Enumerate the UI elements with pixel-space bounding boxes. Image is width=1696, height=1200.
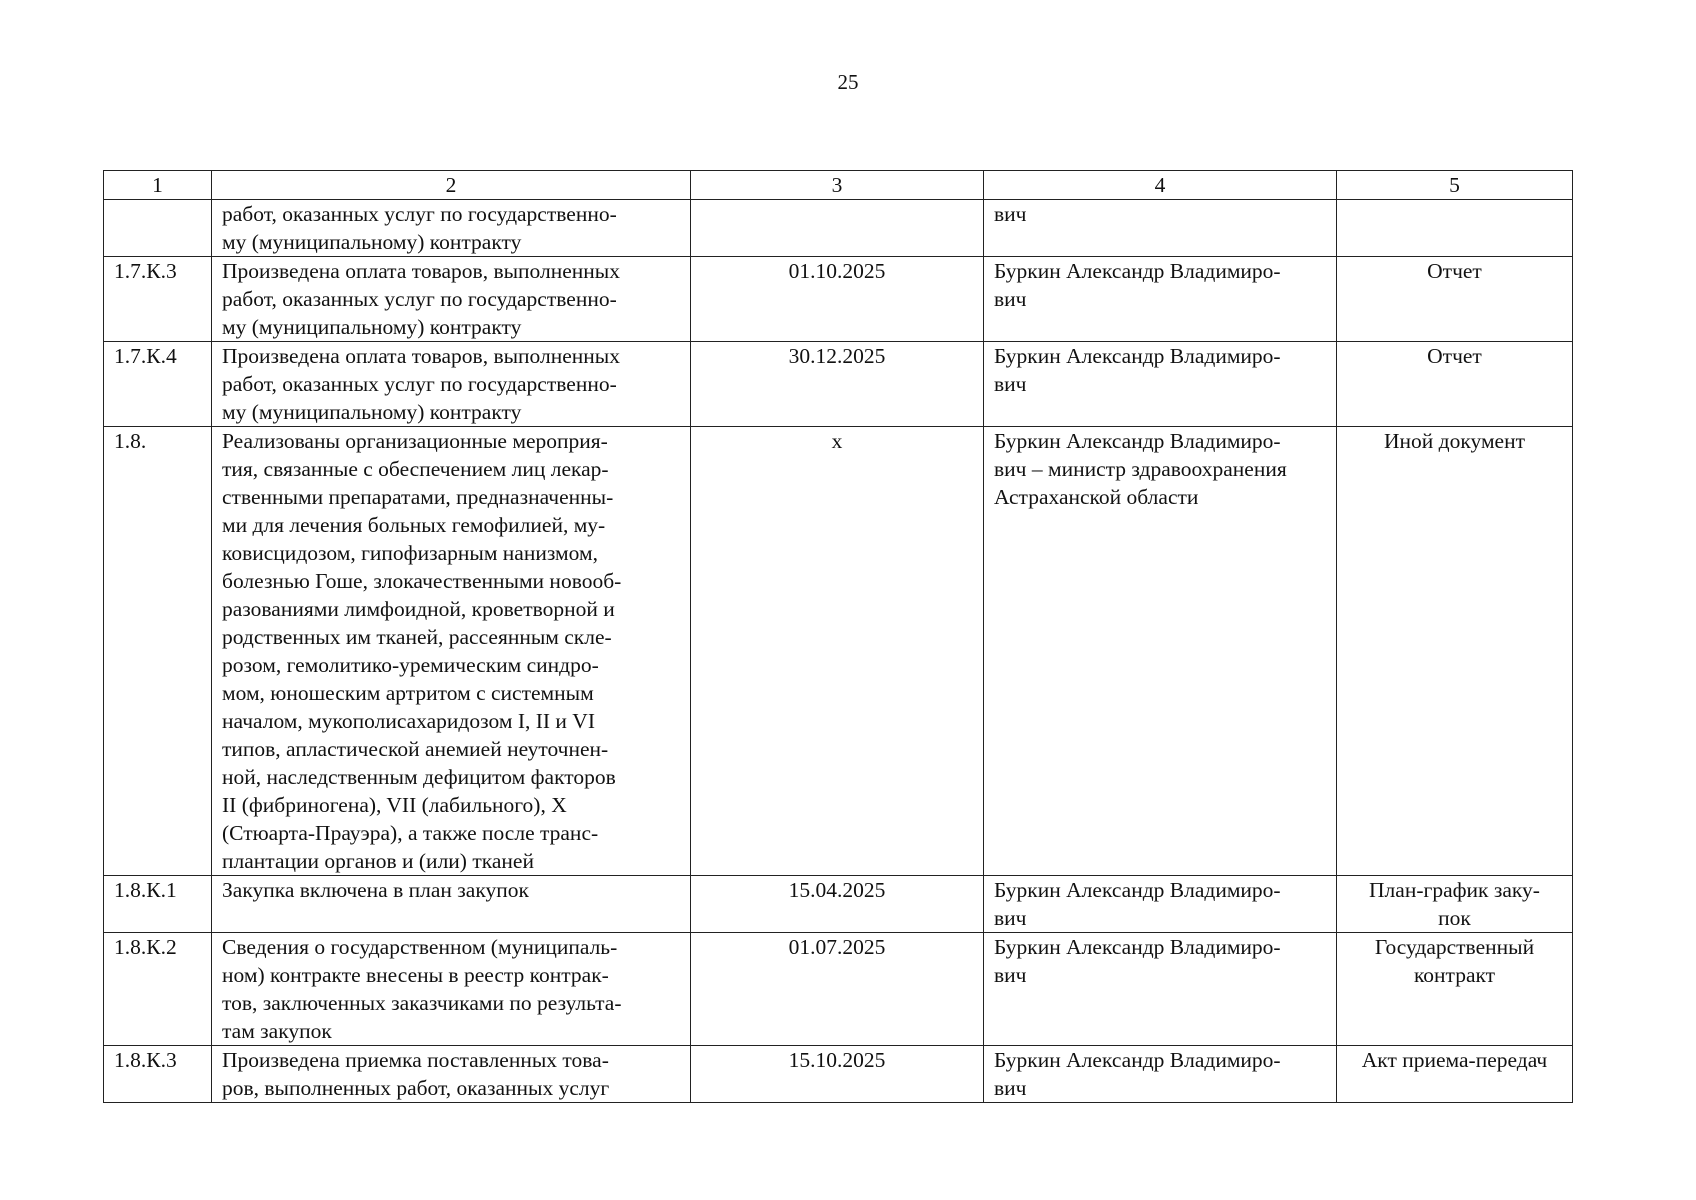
cell-text-line: му (муниципальному) контракту — [222, 315, 522, 339]
cell-text-line: II (фибриногена), VII (лабильного), X — [222, 793, 567, 817]
responsible-cell — [984, 427, 1337, 876]
description-cell — [212, 1046, 691, 1103]
cell-text-line: тия, связанные с обеспечением лиц лекар- — [222, 457, 609, 481]
cell-text-line: вич — [994, 287, 1027, 311]
responsible-cell — [984, 200, 1337, 257]
cell-text-line: Буркин Александр Владимиро- — [994, 935, 1281, 959]
cell-text-line: розом, гемолитико-уремическим синдро- — [222, 653, 599, 677]
column-header: 1 — [104, 171, 212, 200]
cell-text-line: ми для лечения больных гемофилией, му- — [222, 513, 606, 537]
item-number-cell: 1.8.К.2 — [104, 933, 212, 1046]
cell-text-line: ров, выполненных работ, оказанных услуг — [222, 1076, 610, 1100]
column-header: 3 — [691, 171, 984, 200]
cell-text-line: му (муниципальному) контракту — [222, 400, 522, 424]
responsible-cell — [984, 342, 1337, 427]
cell-text-line: Произведена оплата товаров, выполненных — [222, 259, 620, 283]
document-type-cell — [1337, 257, 1573, 342]
cell-text-line: Иной документ — [1383, 429, 1525, 453]
deadline-cell: 15.04.2025 — [691, 876, 984, 933]
table-row — [104, 427, 1573, 876]
cell-text-line: разованиями лимфоидной, кроветворной и — [222, 597, 615, 621]
description-cell — [212, 257, 691, 342]
column-header: 4 — [984, 171, 1337, 200]
cell-text-line: мом, юношеским артритом с системным — [222, 681, 594, 705]
item-number-cell: 1.8.К.3 — [104, 1046, 212, 1103]
description-cell — [212, 427, 691, 876]
column-header: 5 — [1337, 171, 1573, 200]
cell-text-line: Отчет — [1427, 344, 1482, 368]
cell-text-line: Буркин Александр Владимиро- — [994, 1048, 1281, 1072]
deadline-cell: 01.10.2025 — [691, 257, 984, 342]
cell-text-line: вич — [994, 1076, 1027, 1100]
cell-text-line: началом, мукополисахаридозом I, II и VI — [222, 709, 595, 733]
cell-text-line: Произведена оплата товаров, выполненных — [222, 344, 620, 368]
deadline-cell: 01.07.2025 — [691, 933, 984, 1046]
cell-text-line: му (муниципальному) контракту — [222, 230, 522, 254]
table-body — [104, 200, 1573, 1103]
deadline-cell: х — [691, 427, 984, 876]
responsible-cell — [984, 876, 1337, 933]
cell-text-line: ной, наследственным дефицитом факторов — [222, 765, 616, 789]
description-cell — [212, 342, 691, 427]
item-number-cell — [104, 200, 212, 257]
cell-text-line: ном) контракте внесены в реестр контрак- — [222, 963, 609, 987]
document-type-cell — [1337, 933, 1573, 1046]
cell-text-line: там закупок — [222, 1019, 332, 1043]
table-row — [104, 200, 1573, 257]
item-number-cell: 1.7.К.4 — [104, 342, 212, 427]
cell-text-line: Буркин Александр Владимиро- — [994, 344, 1281, 368]
cell-text-line: работ, оказанных услуг по государственно- — [222, 287, 617, 311]
cell-text-line: Буркин Александр Владимиро- — [994, 878, 1281, 902]
cell-text-line: Буркин Александр Владимиро- — [994, 429, 1281, 453]
cell-text-line: ковисцидозом, гипофизарным нанизмом, — [222, 541, 598, 565]
description-cell — [212, 200, 691, 257]
responsible-cell — [984, 257, 1337, 342]
table-row — [104, 1046, 1573, 1103]
cell-text-line: работ, оказанных услуг по государственно- — [222, 372, 617, 396]
deadline-cell: 15.10.2025 — [691, 1046, 984, 1103]
cell-text-line: вич — [994, 906, 1027, 930]
column-header: 2 — [212, 171, 691, 200]
cell-text-line: болезнью Гоше, злокачественными новооб- — [222, 569, 622, 593]
cell-text-line: Закупка включена в план закупок — [222, 878, 529, 902]
document-type-cell — [1337, 876, 1573, 933]
cell-text-line: Буркин Александр Владимиро- — [994, 259, 1281, 283]
document-type-cell — [1337, 200, 1573, 257]
deadline-cell: 30.12.2025 — [691, 342, 984, 427]
cell-text-line: вич – министр здравоохранения — [994, 457, 1287, 481]
table-header-row — [104, 171, 1573, 200]
cell-text-line: родственных им тканей, рассеянным скле- — [222, 625, 612, 649]
cell-text-line: (Стюарта-Прауэра), а также после транс- — [222, 821, 599, 845]
cell-text-line: контракт — [1413, 963, 1496, 987]
page-number: 25 — [837, 70, 859, 94]
cell-text-line: Произведена приемка поставленных това- — [222, 1048, 609, 1072]
cell-text-line: Государственный — [1374, 935, 1535, 959]
item-number-cell: 1.8.К.1 — [104, 876, 212, 933]
plan-table — [103, 170, 1573, 1103]
cell-text-line: пок — [1438, 906, 1471, 930]
cell-text-line: вич — [994, 372, 1027, 396]
table-row — [104, 933, 1573, 1046]
cell-text-line: работ, оказанных услуг по государственно- — [222, 202, 617, 226]
cell-text-line: ственными препаратами, предназначенны- — [222, 485, 614, 509]
cell-text-line: плантации органов и (или) тканей — [222, 849, 534, 873]
cell-text-line: вич — [994, 202, 1027, 226]
cell-text-line: Сведения о государственном (муниципаль- — [222, 935, 618, 959]
description-cell — [212, 876, 691, 933]
cell-text-line: Отчет — [1427, 259, 1482, 283]
cell-text-line: План-график заку- — [1369, 878, 1540, 902]
item-number-cell: 1.8. — [104, 427, 212, 876]
document-type-cell — [1337, 1046, 1573, 1103]
description-cell — [212, 933, 691, 1046]
cell-text-line: тов, заключенных заказчиками по результа- — [222, 991, 622, 1015]
cell-text-line: Астраханской области — [994, 485, 1199, 509]
cell-text-line: Реализованы организационные мероприя- — [222, 429, 608, 453]
deadline-cell — [691, 200, 984, 257]
table-row — [104, 342, 1573, 427]
cell-text-line: вич — [994, 963, 1027, 987]
document-type-cell — [1337, 427, 1573, 876]
item-number-cell: 1.7.К.3 — [104, 257, 212, 342]
cell-text-line: Акт приема-передач — [1361, 1048, 1548, 1072]
cell-text-line: типов, апластической анемией неуточнен- — [222, 737, 609, 761]
table-row — [104, 876, 1573, 933]
responsible-cell — [984, 1046, 1337, 1103]
responsible-cell — [984, 933, 1337, 1046]
table-row — [104, 257, 1573, 342]
document-type-cell — [1337, 342, 1573, 427]
